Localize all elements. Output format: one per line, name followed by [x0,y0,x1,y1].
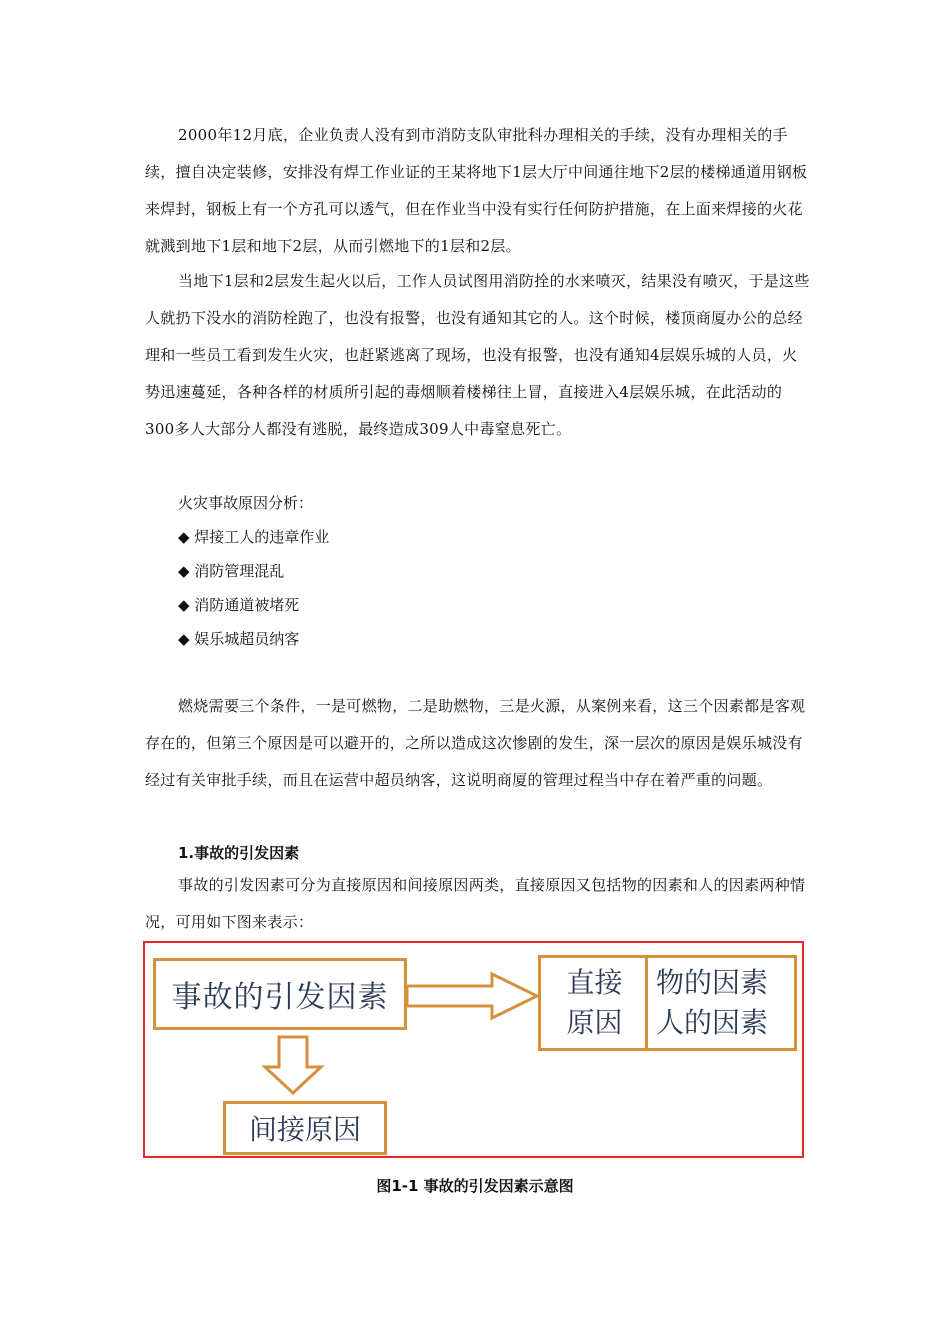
diagram-factor-material: 物的因素 [656,966,769,999]
paragraph-fire-spread: 当地下1层和2层发生起火以后，工作人员试图用消防拴的水来喷灭，结果没有喷灭，于是这些人就扔下没水的消防栓跑了，也没有报警，也没有通知其它的人。这个时候，楼顶商厦办公的总经理和一些员工看到发生火灾，也赶紧逃离了现场，也没有报警，也没有通知4层娱乐城的人员，火势迅速蔓延，各种各样的材质所引起的毒烟顺着楼梯往上冒，直接进入4层娱乐城，在此活动的300多人大部分人都没有逃脱，最终造成309人中毒窒息死亡。 [145,272,810,438]
bullet-item: ◆ 娱乐城超员纳客 [178,630,300,648]
diagram-factor-human: 人的因素 [656,1006,769,1039]
paragraph-factor-intro: 事故的引发因素可分为直接原因和间接原因两类，直接原因又包括物的因素和人的因素两种情况，可用如下图来表示： [145,876,806,931]
bullet-item: ◆ 焊接工人的违章作业 [178,528,330,546]
right-arrow-icon [407,971,542,1021]
diagram-box-indirect [223,1101,387,1155]
diagram-direct-line1: 直接 [566,966,623,999]
down-arrow-icon [261,1035,325,1097]
paragraph-combustion: 燃烧需要三个条件，一是可燃物，二是助燃物，三是火源，从案例来看，这三个因素都是客观存在的，但第三个原因是可以避开的，之所以造成这次惨剧的发生，深一层次的原因是娱乐城没有经过有关审批手续，而且在运营中超员纳客，这说明商厦的管理过程当中存在着严重的问题。 [145,697,806,789]
factor-diagram [143,941,804,1158]
diagram-box-main [153,958,407,1030]
paragraph-analysis-title: 火灾事故原因分析： [178,494,314,512]
section-heading: 1.事故的引发因素 [178,844,300,862]
figure-caption: 图1-1 事故的引发因素示意图 [376,1177,574,1195]
diagram-direct-line2: 原因 [566,1006,623,1039]
diagram-main-label: 事故的引发因素 [171,980,389,1015]
diagram-box-factors [645,955,797,1051]
bullet-item: ◆ 消防管理混乱 [178,562,285,580]
diagram-indirect-label: 间接原因 [248,1113,361,1146]
diagram-box-direct [538,955,648,1051]
paragraph-incident-cause: 2000年12月底，企业负责人没有到市消防支队审批科办理相关的手续，没有办理相关的手续，擅自决定装修，安排没有焊工作业证的王某将地下1层大厅中间通往地下2层的楼梯通道用钢板来焊封，钢板上有一个方孔可以透气，但在作业当中没有实行任何防护措施，在上面来焊接的火花就溅到地下1层和地下2层，从而引燃地下的1层和2层。 [145,126,808,255]
bullet-item: ◆ 消防通道被堵死 [178,596,300,614]
